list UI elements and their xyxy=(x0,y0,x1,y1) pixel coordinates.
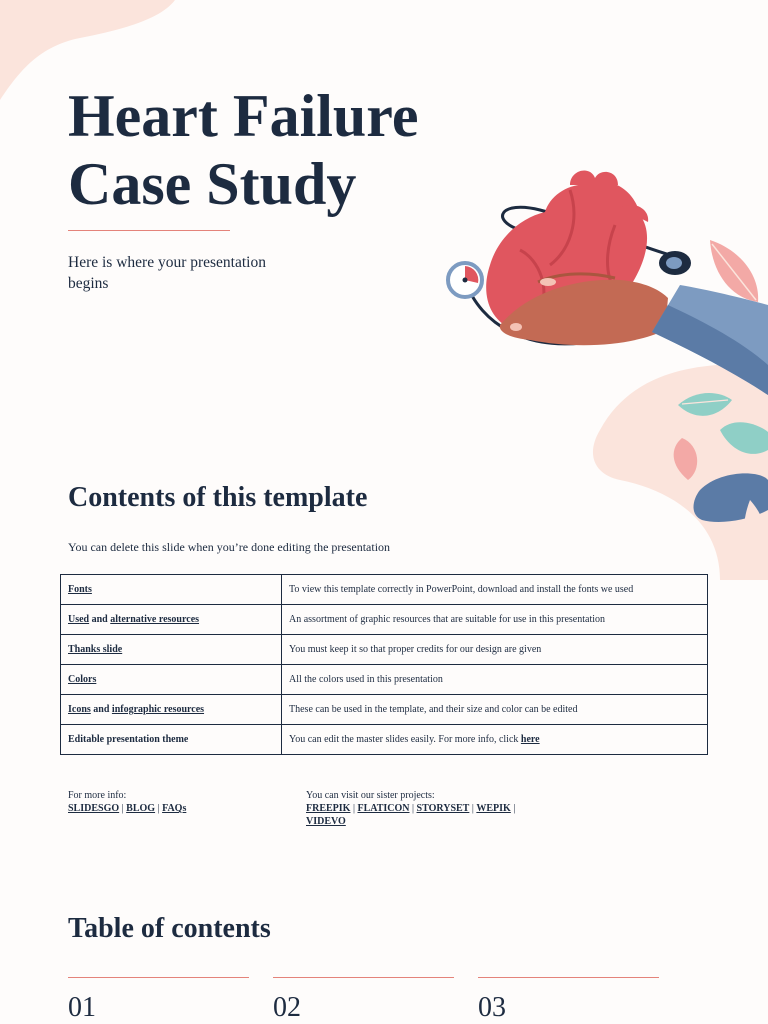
footer-link[interactable]: BLOG xyxy=(126,803,156,814)
toc-number-1: 01 xyxy=(68,992,96,1023)
toc-divider-1 xyxy=(68,977,249,978)
footer-link[interactable]: VIDEVO xyxy=(306,816,346,827)
table-row xyxy=(61,635,708,665)
resource-link[interactable]: alternative resources xyxy=(110,614,200,625)
toc-number-2: 02 xyxy=(273,992,301,1023)
table-row xyxy=(61,725,708,755)
resource-description: All the colors used in this presentation xyxy=(289,674,443,685)
title-line-1: Heart Failure xyxy=(68,83,419,149)
table-row xyxy=(61,575,708,605)
resource-description-cell xyxy=(282,575,708,605)
here-link[interactable]: here xyxy=(520,734,540,745)
resource-link[interactable]: Thanks slide xyxy=(68,644,123,655)
resource-text: Editable presentation theme xyxy=(68,734,189,745)
subtitle: Here is where your presentation begins xyxy=(68,254,266,292)
resource-description: An assortment of graphic resources that are suitable for use in this presentation xyxy=(289,614,606,625)
more-info-links: SLIDESGO | BLOG | FAQs xyxy=(68,803,187,814)
contents-heading: Contents of this template xyxy=(68,482,368,513)
resource-description-cell xyxy=(282,635,708,665)
resource-name-cell xyxy=(61,605,282,635)
toc-heading: Table of contents xyxy=(68,913,271,944)
toc-divider-2 xyxy=(273,977,454,978)
footer-link[interactable]: SLIDESGO xyxy=(68,803,120,814)
table-row xyxy=(61,605,708,635)
contents-note: You can delete this slide when you’re done editing the presentation xyxy=(68,540,391,554)
resource-description: You must keep it so that proper credits for our design are given xyxy=(289,644,542,655)
resource-name-cell xyxy=(61,695,282,725)
resource-text: and xyxy=(89,614,111,625)
resource-description-cell xyxy=(282,725,708,755)
pressure-gauge-icon xyxy=(448,263,482,297)
resource-name-cell xyxy=(61,725,282,755)
footer-link[interactable]: FREEPIK xyxy=(306,803,351,814)
sister-projects-label: You can visit our sister projects: xyxy=(306,790,435,801)
sister-projects-block xyxy=(306,789,546,828)
resource-text: and xyxy=(90,704,112,715)
toc-number-3: 03 xyxy=(478,992,506,1023)
resource-description: You can edit the master slides easily. For more info, click xyxy=(289,734,521,745)
resource-name-cell xyxy=(61,665,282,695)
title-divider xyxy=(68,230,230,231)
stethoscope-chestpiece-icon xyxy=(659,251,691,275)
resource-link[interactable]: Colors xyxy=(68,674,97,685)
sister-projects-links: FREEPIK | FLATICON | STORYSET | WEPIK | VIDEVO xyxy=(306,803,516,827)
resource-link[interactable]: Icons xyxy=(68,704,91,715)
more-info-block xyxy=(68,789,288,815)
resource-description: To view this template correctly in PowerPoint, download and install the fonts we used xyxy=(289,584,634,595)
heart-hand-illustration xyxy=(420,160,768,580)
footer-link[interactable]: FLATICON xyxy=(357,803,410,814)
toc-divider-3 xyxy=(478,977,659,978)
footer-link[interactable]: FAQs xyxy=(162,803,187,814)
table-row xyxy=(61,665,708,695)
resource-link[interactable]: infographic resources xyxy=(111,704,205,715)
resource-name-cell xyxy=(61,635,282,665)
more-info-label: For more info: xyxy=(68,790,127,801)
resource-name-cell xyxy=(61,575,282,605)
resource-description-cell xyxy=(282,605,708,635)
resource-description-cell xyxy=(282,695,708,725)
resources-table xyxy=(60,574,708,755)
footer-link[interactable]: STORYSET xyxy=(416,803,470,814)
resource-link[interactable]: Fonts xyxy=(68,584,92,595)
resource-description: These can be used in the template, and their size and color can be edited xyxy=(289,704,578,715)
footer-link[interactable]: WEPIK xyxy=(476,803,511,814)
resource-link[interactable]: Used xyxy=(68,614,90,625)
resource-description-cell xyxy=(282,665,708,695)
title-line-2: Case Study xyxy=(68,151,357,217)
page-title xyxy=(68,82,418,218)
table-row xyxy=(61,695,708,725)
